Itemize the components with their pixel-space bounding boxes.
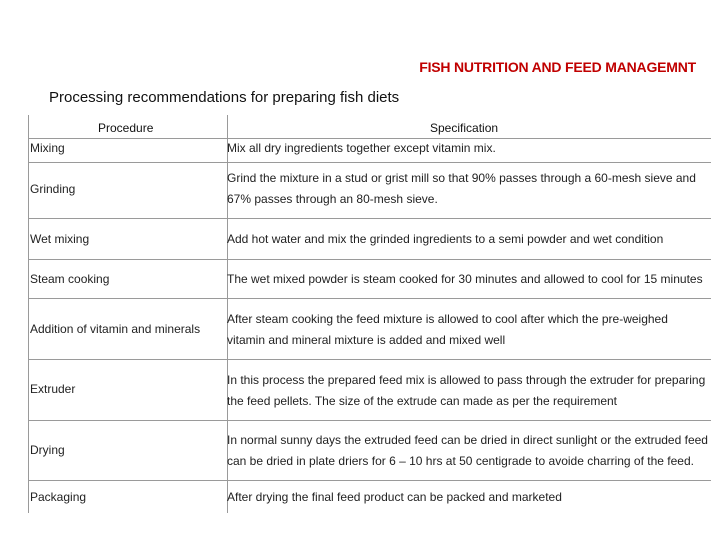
table-row-procedure: Mixing <box>30 141 65 155</box>
row-divider <box>28 298 711 299</box>
table-row-procedure: Drying <box>30 443 65 457</box>
procedure-table <box>28 115 711 513</box>
table-row-procedure: Steam cooking <box>30 272 110 286</box>
table-row-procedure: Packaging <box>30 490 87 504</box>
spec-line: In this process the prepared feed mix is allowed to pass through the extruder for preparing <box>227 373 706 387</box>
table-row-specification <box>227 229 711 250</box>
column-header-specification: Specification <box>430 121 499 135</box>
row-divider <box>28 420 711 421</box>
spec-line: In normal sunny days the extruded feed can be dried in direct sunlight or the extruded feed <box>227 433 708 447</box>
table-row-specification <box>227 309 711 351</box>
table-row-specification <box>227 370 711 412</box>
spec-line: 67% passes through an 80-mesh sieve. <box>227 192 438 206</box>
row-divider <box>28 218 711 219</box>
row-divider <box>28 359 711 360</box>
table-row-specification <box>227 487 711 508</box>
spec-line: can be dried in plate driers for 6 – 10 hrs at 50 centigrade to avoide charring of the feed. <box>227 454 694 468</box>
spec-line: vitamin and mineral mixture is added and mixed well <box>227 333 506 347</box>
spec-line: Mix all dry ingredients together except vitamin mix. <box>227 141 496 155</box>
header-title: FISH NUTRITION AND FEED MANAGEMNT <box>419 59 696 75</box>
table-row-specification <box>227 430 711 472</box>
row-divider <box>28 259 711 260</box>
table-row-procedure: Addition of vitamin and minerals <box>30 322 201 336</box>
column-header-procedure: Procedure <box>98 121 154 135</box>
spec-line: After drying the final feed product can be packed and marketed <box>227 490 562 504</box>
table-row-specification <box>227 138 711 159</box>
table-row-specification <box>227 168 711 210</box>
row-divider <box>28 480 711 481</box>
table-row-procedure: Extruder <box>30 382 76 396</box>
spec-line: Grind the mixture in a stud or grist mill so that 90% passes through a 60-mesh sieve and <box>227 171 696 185</box>
page-title: Processing recommendations for preparing fish diets <box>49 89 400 106</box>
table-row-procedure: Grinding <box>30 182 76 196</box>
spec-line: the feed pellets. The size of the extrude can made as per the requirement <box>227 394 618 408</box>
spec-line: Add hot water and mix the grinded ingredients to a semi powder and wet condition <box>227 232 664 246</box>
row-divider <box>28 162 711 163</box>
table-row-specification <box>227 269 711 290</box>
spec-line: The wet mixed powder is steam cooked for 30 minutes and allowed to cool for 15 minutes <box>227 272 703 286</box>
table-row-procedure: Wet mixing <box>30 232 90 246</box>
table-left-border <box>28 115 29 513</box>
spec-line: After steam cooking the feed mixture is allowed to cool after which the pre-weighed <box>227 312 668 326</box>
